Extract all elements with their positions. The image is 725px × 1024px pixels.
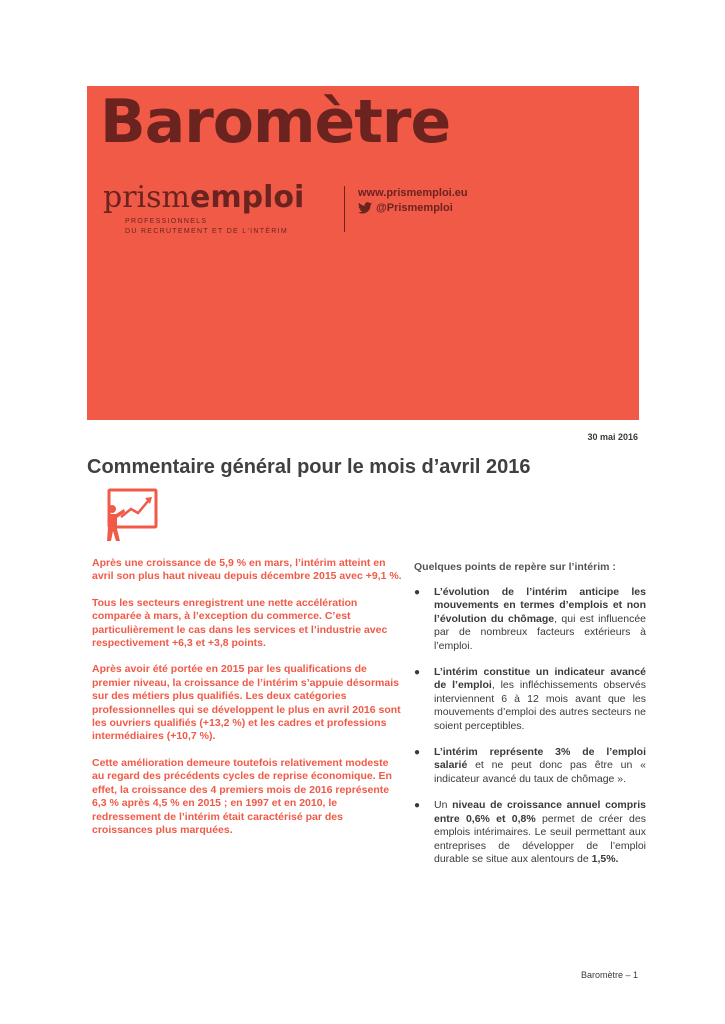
bullet-bold-text: L’évolution de l’intérim anticipe les mouvements en termes d’emplois et non l’évolution du chômage bbox=[434, 586, 646, 625]
page-footer: Baromètre – 1 bbox=[580, 970, 638, 980]
key-points-list bbox=[414, 586, 646, 866]
twitter-handle: @Prismemploi bbox=[376, 202, 453, 214]
bullet-icon: ● bbox=[414, 587, 421, 598]
summary-paragraph: Cette amélioration demeure toutefois relativement modeste au regard des précédents cycles de reprise économique. En effet, la croissance des 4 premiers mois de 2016 représente 6,3 % après 4,5 % en 2015 ; en 1997 et en 2010, le redressement de l’intérim était caractérisé par des croissances plus marquées. bbox=[92, 756, 392, 836]
key-points-heading: Quelques points de repère sur l’intérim : bbox=[414, 561, 616, 573]
list-item bbox=[414, 666, 646, 733]
publication-date: 30 mai 2016 bbox=[587, 432, 638, 442]
summary-paragraph: Après avoir été portée en 2015 par les qualifications de premier niveau, la croissance de l’intérim s’appuie désormais sur des métiers plus qualifiés. Les deux catégories professionnelles qui se développent le plus en avril 2016 sont les ouvriers qualifiés (+13,2 %) et les cadres et professions intermédiaires (+10,7 %). bbox=[92, 663, 401, 743]
logo-part-emploi: emploi bbox=[189, 180, 305, 215]
presentation-icon bbox=[101, 487, 159, 543]
website-link[interactable]: www.prismemploi.eu bbox=[358, 187, 468, 199]
bullet-text: et ne peut donc pas être un « indicateur avancé du taux de chômage ». bbox=[434, 759, 646, 785]
logo-subtitle bbox=[125, 217, 325, 237]
summary-column bbox=[92, 557, 402, 850]
logo-divider bbox=[344, 186, 345, 232]
brand-title: Baromètre bbox=[100, 87, 451, 157]
list-item bbox=[414, 746, 646, 786]
bullet-bold-text: L’intérim représente 3% de l’emploi salarié bbox=[434, 746, 646, 772]
list-item bbox=[414, 799, 646, 866]
bullet-text: permet de créer des emplois intérimaires. Le seuil permettant aux entreprises de développer de l’emploi durable se situe aux alentours de bbox=[434, 812, 646, 865]
prismemploi-logo bbox=[103, 180, 323, 237]
bullet-bold-text: niveau de croissance annuel compris entre 0,6% et 0,8% bbox=[434, 799, 646, 825]
bullet-icon: ● bbox=[414, 747, 421, 759]
bullet-icon: ● bbox=[414, 800, 421, 812]
summary-paragraph: Après une croissance de 5,9 % en mars, l’intérim atteint en avril son plus haut niveau depuis décembre 2015 avec +9,1 %. bbox=[92, 557, 402, 583]
page-title: Commentaire général pour le mois d’avril 2016 bbox=[87, 456, 531, 478]
twitter-bird-icon bbox=[358, 202, 372, 214]
logo-subtitle-line1: PROFESSIONNELS bbox=[125, 218, 208, 225]
twitter-link[interactable] bbox=[358, 202, 453, 214]
key-points-column bbox=[414, 561, 646, 879]
bullet-text: , qui est influencée par de nombreux facteurs extérieurs à l’emploi. bbox=[434, 612, 647, 652]
logo-wordmark bbox=[103, 180, 323, 215]
bullet-icon: ● bbox=[414, 667, 421, 679]
logo-part-prism: prism bbox=[103, 180, 190, 215]
list-item bbox=[414, 586, 646, 653]
bullet-text-pre: Un bbox=[434, 799, 453, 812]
bullet-bold-text: L’intérim constitue un indicateur avancé de l’emploi bbox=[434, 666, 646, 692]
logo-subtitle-line2: DU RECRUTEMENT ET DE L'INTÉRIM bbox=[125, 228, 288, 235]
summary-paragraph: Tous les secteurs enregistrent une nette accélération comparée à mars, à l’exception du commerce. C’est particulièrement le cas dans les services et l’industrie avec respectivement +6,3 et +3,8 points. bbox=[92, 596, 388, 650]
bullet-text: , les infléchissements observés interviennent 6 à 12 mois avant que les mouvements d’emploi des autres secteurs ne soient perceptibles. bbox=[434, 679, 646, 732]
bullet-bold-text-2: 1,5%. bbox=[591, 852, 619, 865]
